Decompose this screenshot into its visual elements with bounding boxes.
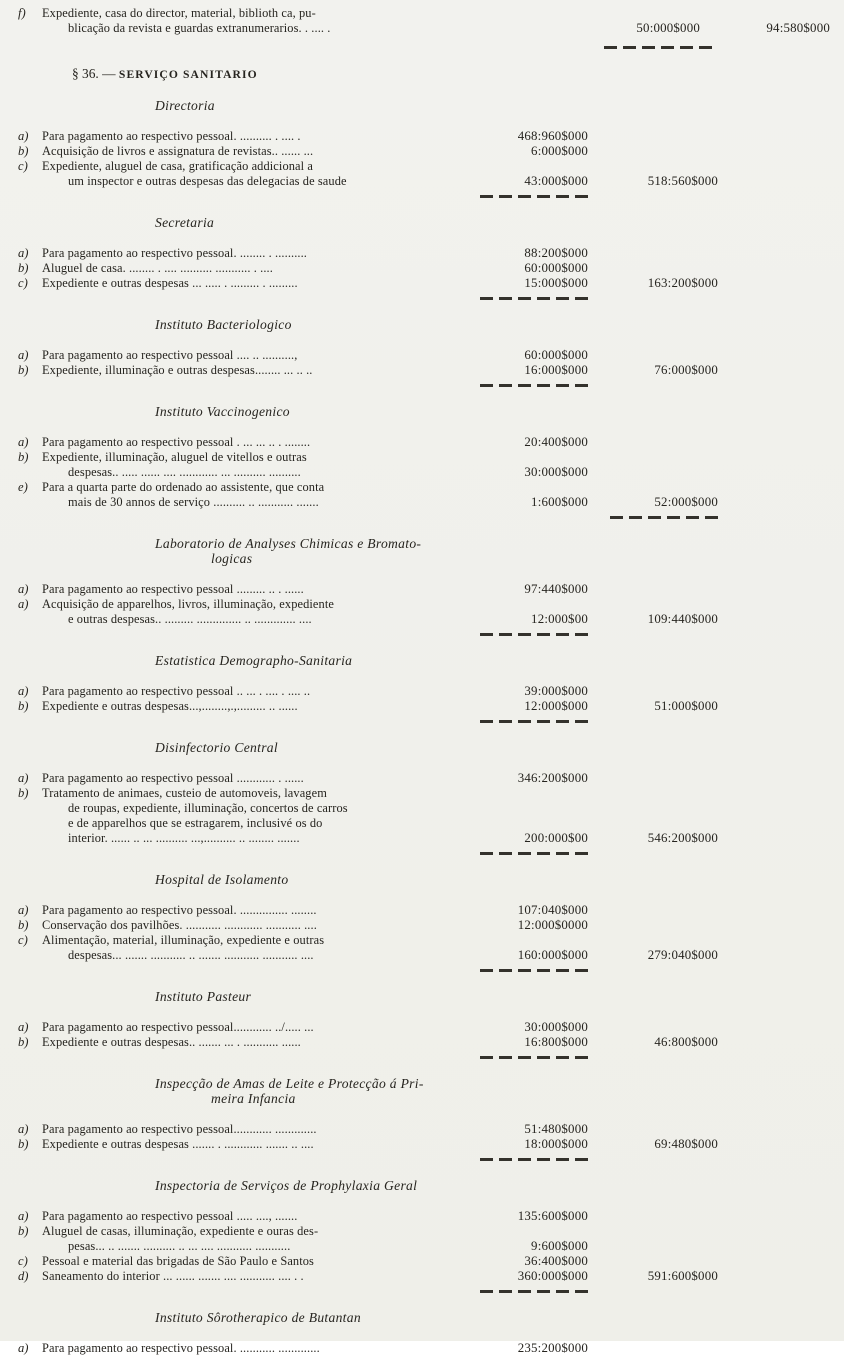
budget-item-row [18, 699, 844, 714]
item-letter: b) [18, 144, 29, 158]
budget-section [18, 215, 844, 301]
budget-item-row [18, 129, 844, 144]
subtotal-rule-row [18, 378, 844, 388]
section-title [155, 872, 844, 887]
amount-column-1: 18:000$000 [524, 1137, 588, 1151]
description-line: de roupas, expediente, illuminação, concertos de carros [68, 801, 348, 815]
description-line: Para pagamento ao respectivo pessoal. ............... ........ [42, 903, 317, 917]
budget-section [18, 404, 844, 520]
item-letter: c) [18, 159, 28, 173]
amount-column-1: 88:200$000 [524, 246, 588, 260]
amount-column-2: 52:000$000 [654, 495, 718, 509]
section-title [155, 740, 844, 755]
description-line: Para pagamento ao respectivo pessoal ..... ...., ....... [42, 1209, 298, 1223]
item-letter: b) [18, 450, 29, 464]
section-title [155, 1178, 844, 1193]
budget-item-row [18, 348, 844, 363]
paragraph-number: § 36. — [72, 66, 116, 81]
item-description [42, 348, 476, 363]
item-description [42, 1035, 476, 1050]
subtotal-rule-row [18, 291, 844, 301]
amount-column-1: 50:000$000 [636, 21, 700, 35]
section-title-line: Instituto Pasteur [155, 989, 252, 1004]
item-letter: b) [18, 363, 29, 377]
section-title [155, 1076, 844, 1106]
description-line: interior. ...... .. ... .......... ...,.......... .. ........ ....... [68, 831, 300, 845]
item-letter: a) [18, 903, 29, 917]
dashed-rule [604, 46, 716, 49]
section-title-line: Instituto Vaccinogenico [155, 404, 290, 419]
item-description [42, 684, 476, 699]
amount-column-2: 76:000$000 [654, 363, 718, 377]
item-description [42, 1224, 476, 1254]
amount-column-1: 160:000$000 [517, 948, 588, 962]
description-line: despesas... ....... ........... .. ....... ........... ........... .... [68, 948, 314, 962]
budget-section [18, 317, 844, 388]
amount-column-2: 279:040$000 [647, 948, 718, 962]
description-line: Conservação dos pavilhões. ........... ............ ........... .... [42, 918, 317, 932]
description-line: blicação da revista e guardas extranumerarios. . .... . [68, 21, 331, 35]
budget-item-row [18, 246, 844, 261]
amount-column-2: 109:440$000 [647, 612, 718, 626]
item-description [42, 363, 476, 378]
section-title-line: Inspecção de Amas de Leite e Protecção á Pri- [155, 1076, 424, 1091]
item-letter: b) [18, 1137, 29, 1151]
budget-item-row [18, 144, 844, 159]
budget-section [18, 1310, 844, 1356]
item-description [42, 246, 476, 261]
dashed-rule [480, 195, 588, 198]
section-title-line: meira Infancia [211, 1091, 296, 1106]
dashed-rule [480, 633, 588, 636]
description-line: Para pagamento ao respectivo pessoal ............ . ...... [42, 771, 304, 785]
dashed-rule [480, 852, 588, 855]
amount-column-2: 51:000$000 [654, 699, 718, 713]
item-letter: c) [18, 276, 28, 290]
description-line: Para pagamento ao respectivo pessoal. ........... ............. [42, 1341, 320, 1355]
budget-item-row [18, 1209, 844, 1224]
description-line: Para pagamento ao respectivo pessoal............ ............. [42, 1122, 317, 1136]
amount-column-2: 591:600$000 [647, 1269, 718, 1283]
item-description [42, 918, 476, 933]
section-title-line: Inspectoria de Serviços de Prophylaxia Geral [155, 1178, 418, 1193]
item-description [42, 261, 476, 276]
amount-column-1: 135:600$000 [517, 1209, 588, 1223]
item-description [42, 159, 476, 189]
item-letter: b) [18, 1035, 29, 1049]
description-line: Expediente e outras despesas ....... . ............ ....... .. .... [42, 1137, 314, 1151]
item-letter: a) [18, 582, 29, 596]
budget-section [18, 536, 844, 637]
description-line: Acquisição de livros e assignatura de revistas.. ...... ... [42, 144, 314, 158]
amount-column-1: 20:400$000 [524, 435, 588, 449]
section-title-line: Estatistica Demographo-Sanitaria [155, 653, 353, 668]
amount-column-1: 36:400$000 [524, 1254, 588, 1268]
section-title-line: Disinfectorio Central [155, 740, 278, 755]
subtotal-rule-row [18, 1050, 844, 1060]
budget-section [18, 872, 844, 973]
amount-column-2: 69:480$000 [654, 1137, 718, 1151]
amount-column-1: 16:800$000 [524, 1035, 588, 1049]
item-letter: d) [18, 1269, 29, 1283]
item-letter: a) [18, 1122, 29, 1136]
amount-column-1: 39:000$000 [524, 684, 588, 698]
amount-column-1: 235:200$000 [517, 1341, 588, 1355]
description-line: Aluguel de casa. ........ . .... .......... ........... . .... [42, 261, 273, 275]
description-line: Expediente e outras despesas...,........,.,......... .. ...... [42, 699, 298, 713]
item-description [42, 450, 476, 480]
item-description [42, 933, 476, 963]
amount-column-1: 30:000$000 [524, 465, 588, 479]
item-description [42, 1341, 476, 1356]
description-line: mais de 30 annos de serviço .......... .. ........... ....... [68, 495, 319, 509]
amount-column-1: 15:000$000 [524, 276, 588, 290]
section-title-line: Secretaria [155, 215, 215, 230]
dashed-rule [480, 1290, 588, 1293]
item-description [42, 786, 476, 846]
amount-column-2: 94:580$000 [766, 21, 830, 35]
amount-column-1: 1:600$000 [531, 495, 588, 509]
description-line: despesas.. ..... ...... .... ............ ... .......... .......... [68, 465, 301, 479]
amount-column-1: 468:960$000 [517, 129, 588, 143]
item-letter: a) [18, 771, 29, 785]
budget-item-row [18, 1269, 844, 1284]
amount-column-1: 51:480$000 [524, 1122, 588, 1136]
amount-column-2: 518:560$000 [647, 174, 718, 188]
budget-section [18, 653, 844, 724]
budget-item-row [18, 597, 844, 627]
description-line: Expediente, aluguel de casa, gratificação addicional a [42, 159, 313, 173]
description-line: Para pagamento ao respectivo pessoal............ ../..... ... [42, 1020, 314, 1034]
description-line: Expediente, illuminação e outras despesas........ ... .. .. [42, 363, 313, 377]
item-description [42, 1269, 476, 1284]
item-letter: a) [18, 597, 29, 611]
description-line: um inspector e outras despesas das delegacias de saude [68, 174, 347, 188]
section-title [155, 98, 844, 113]
description-line: Para pagamento ao respectivo pessoal. ........ . .......... [42, 246, 308, 260]
section-title [155, 989, 844, 1004]
amount-column-2: 46:800$000 [654, 1035, 718, 1049]
description-line: Expediente e outras despesas.. ....... ... . ........... ...... [42, 1035, 301, 1049]
item-description [42, 480, 476, 510]
dashed-rule [480, 720, 588, 723]
section-title-line: Instituto Sôrotherapico de Butantan [155, 1310, 361, 1325]
budget-item-row [18, 933, 844, 963]
description-line: Saneamento do interior ... ...... ....... .... ........... .... . . [42, 1269, 304, 1283]
section-title-line: Instituto Bacteriologico [155, 317, 292, 332]
sections-container [18, 98, 844, 1356]
section-title-line: logicas [211, 551, 253, 566]
description-line: Pessoal e material das brigadas de São Paulo e Santos [42, 1254, 314, 1268]
item-letter: c) [18, 933, 28, 947]
item-description [42, 129, 476, 144]
description-line: Para pagamento ao respectivo pessoal . ... ... .. . ........ [42, 435, 311, 449]
description-line: e outras despesas.. ......... .............. .. ............. .... [68, 612, 312, 626]
amount-column-1: 346:200$000 [517, 771, 588, 785]
budget-item-row [18, 1122, 844, 1137]
budget-item-row [18, 918, 844, 933]
amount-column-1: 30:000$000 [524, 1020, 588, 1034]
amount-column-1: 16:000$000 [524, 363, 588, 377]
amount-column-1: 360:000$000 [517, 1269, 588, 1283]
item-letter: a) [18, 348, 29, 362]
amount-column-1: 12:000$00 [531, 612, 588, 626]
budget-item-row [18, 435, 844, 450]
budget-section [18, 98, 844, 199]
item-letter: a) [18, 129, 29, 143]
budget-item-row [18, 1254, 844, 1269]
amount-column-1: 60:000$000 [524, 348, 588, 362]
budget-item-row [18, 1020, 844, 1035]
subtotal-rule-row [18, 510, 844, 520]
item-letter: b) [18, 261, 29, 275]
subtotal-rule-row [18, 40, 844, 52]
dashed-rule [480, 1056, 588, 1059]
budget-section [18, 740, 844, 856]
budget-section [18, 989, 844, 1060]
amount-column-2: 546:200$000 [647, 831, 718, 845]
description-line: Expediente, illuminação, aluguel de vitellos e outras [42, 450, 307, 464]
dashed-rule [480, 384, 588, 387]
item-description [42, 582, 476, 597]
description-line: Tratamento de animaes, custeio de automoveis, lavagem [42, 786, 327, 800]
description-line: Para pagamento ao respectivo pessoal .. ... . .... . .... .. [42, 684, 311, 698]
budget-item-row [18, 159, 844, 189]
section-title [155, 1310, 844, 1325]
item-letter: f) [18, 6, 26, 20]
section-title-line: Laboratorio de Analyses Chimicas e Bromato- [155, 536, 422, 551]
description-line: e de apparelhos que se estragarem, inclusivé os do [68, 816, 323, 830]
description-line: Alimentação, material, illuminação, expediente e outras [42, 933, 325, 947]
section-title [155, 536, 844, 566]
item-description [42, 6, 476, 36]
item-description [42, 1137, 476, 1152]
budget-item-row [18, 363, 844, 378]
amount-column-1: 43:000$000 [524, 174, 588, 188]
item-description [42, 597, 476, 627]
subtotal-rule-row [18, 1152, 844, 1162]
item-description [42, 1254, 476, 1269]
amount-column-1: 107:040$000 [517, 903, 588, 917]
paragraph-heading [72, 66, 844, 82]
description-line: Acquisição de apparelhos, livros, illuminação, expediente [42, 597, 334, 611]
budget-item-row [18, 786, 844, 846]
section-title-line: Hospital de Isolamento [155, 872, 289, 887]
budget-item-row [18, 276, 844, 291]
subtotal-rule-row [18, 714, 844, 724]
item-letter: a) [18, 1020, 29, 1034]
dashed-rule [480, 297, 588, 300]
section-title [155, 317, 844, 332]
amount-column-1: 12:000$0000 [517, 918, 588, 932]
description-line: Para pagamento ao respectivo pessoal ......... .. . ...... [42, 582, 304, 596]
budget-section [18, 1178, 844, 1294]
description-line: pesas... .. ....... .......... .. ... .... ........... ........... [68, 1239, 291, 1253]
item-letter: a) [18, 1209, 29, 1223]
amount-column-1: 200:000$00 [524, 831, 588, 845]
section-title [155, 215, 844, 230]
budget-item-row [18, 1341, 844, 1356]
carryover-row [18, 6, 844, 36]
item-letter: a) [18, 435, 29, 449]
item-letter: b) [18, 918, 29, 932]
description-line: Aluguel de casas, illuminação, expediente e ouras des- [42, 1224, 319, 1238]
description-line: Para a quarta parte do ordenado ao assistente, que conta [42, 480, 325, 494]
budget-section [18, 1076, 844, 1162]
budget-item-row [18, 582, 844, 597]
dashed-rule [480, 1158, 588, 1161]
item-letter: b) [18, 699, 29, 713]
item-letter: e) [18, 480, 28, 494]
item-description [42, 699, 476, 714]
item-description [42, 771, 476, 786]
description-line: Para pagamento ao respectivo pessoal. .......... . .... . [42, 129, 301, 143]
subtotal-rule-row [18, 963, 844, 973]
description-line: Para pagamento ao respectivo pessoal .... .. .........., [42, 348, 298, 362]
budget-item-row [18, 1137, 844, 1152]
item-description [42, 144, 476, 159]
item-letter: a) [18, 1341, 29, 1355]
amount-column-1: 97:440$000 [524, 582, 588, 596]
item-description [42, 903, 476, 918]
amount-column-1: 6:000$000 [531, 144, 588, 158]
dashed-rule [610, 516, 718, 519]
item-letter: b) [18, 786, 29, 800]
budget-item-row [18, 684, 844, 699]
subtotal-rule-row [18, 846, 844, 856]
amount-column-1: 60:000$000 [524, 261, 588, 275]
description-line: Expediente e outras despesas ... ..... . ......... . ......... [42, 276, 298, 290]
item-description [42, 1209, 476, 1224]
paragraph-title: SERVIÇO SANITARIO [118, 68, 258, 81]
item-letter: a) [18, 246, 29, 260]
budget-item-row [18, 1224, 844, 1254]
amount-column-2: 163:200$000 [647, 276, 718, 290]
section-title [155, 404, 844, 419]
budget-item-row [18, 450, 844, 480]
subtotal-rule-row [18, 627, 844, 637]
dashed-rule [480, 969, 588, 972]
subtotal-rule-row [18, 189, 844, 199]
budget-item-row [18, 903, 844, 918]
budget-item-row [18, 261, 844, 276]
amount-column-1: 12:000$000 [524, 699, 588, 713]
amount-column-1: 9:600$000 [531, 1239, 588, 1253]
budget-item-row [18, 1035, 844, 1050]
budget-item-row [18, 480, 844, 510]
item-description [42, 435, 476, 450]
budget-item-row [18, 771, 844, 786]
subtotal-rule-row [18, 1284, 844, 1294]
section-title-line: Directoria [155, 98, 215, 113]
section-title [155, 653, 844, 668]
item-description [42, 1020, 476, 1035]
item-letter: a) [18, 684, 29, 698]
description-line: Expediente, casa do director, material, biblioth ca, pu- [42, 6, 316, 20]
item-letter: c) [18, 1254, 28, 1268]
item-description [42, 1122, 476, 1137]
item-description [42, 276, 476, 291]
item-letter: b) [18, 1224, 29, 1238]
